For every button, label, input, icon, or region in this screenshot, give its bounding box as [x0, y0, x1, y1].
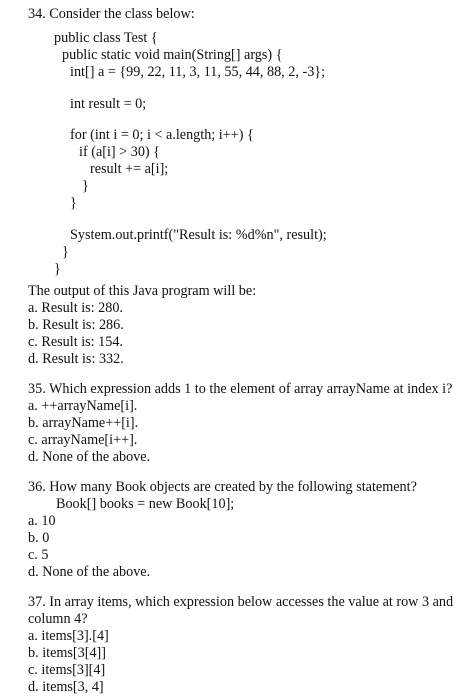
q36-option-b: b. 0 — [28, 530, 50, 546]
code-line: for (int i = 0; i < a.length; i++) { — [70, 127, 254, 143]
q37-option-a: a. items[3].[4] — [28, 628, 109, 644]
code-line: } — [54, 261, 61, 277]
q35-option-c: c. arrayName[i++]. — [28, 432, 138, 448]
q37-question-line2: column 4? — [28, 611, 88, 627]
q35-option-a: a. ++arrayName[i]. — [28, 398, 138, 414]
q36-statement: Book[] books = new Book[10]; — [56, 496, 235, 512]
q35-question: 35. Which expression adds 1 to the element of array arrayName at index i? — [28, 381, 453, 397]
q37-option-b: b. items[3[4]] — [28, 645, 107, 661]
q34-option-a: a. Result is: 280. — [28, 300, 123, 316]
q37-question-line1: 37. In array items, which expression below accesses the value at row 3 and — [28, 594, 454, 610]
q37-option-d: d. items[3, 4] — [28, 679, 104, 695]
q37-option-c: c. items[3][4] — [28, 662, 106, 678]
code-line: public class Test { — [54, 30, 158, 46]
q34-question: 34. Consider the class below: — [28, 6, 195, 22]
code-line: result += a[i]; — [90, 161, 169, 177]
code-line: } — [62, 244, 69, 260]
q34-option-d: d. Result is: 332. — [28, 351, 124, 367]
q36-option-a: a. 10 — [28, 513, 56, 529]
q34-option-b: b. Result is: 286. — [28, 317, 124, 333]
q36-question: 36. How many Book objects are created by the following statement? — [28, 479, 417, 495]
code-line: public static void main(String[] args) { — [62, 47, 283, 63]
code-line: if (a[i] > 30) { — [79, 144, 160, 160]
code-line: int[] a = {99, 22, 11, 3, 11, 55, 44, 88, 2, -3}; — [70, 64, 326, 80]
q36-option-c: c. 5 — [28, 547, 49, 563]
q35-option-d: d. None of the above. — [28, 449, 151, 465]
code-line: } — [70, 195, 77, 211]
q34-prompt: The output of this Java program will be: — [28, 283, 257, 299]
q34-option-c: c. Result is: 154. — [28, 334, 123, 350]
q36-option-d: d. None of the above. — [28, 564, 151, 580]
code-line: } — [82, 178, 89, 194]
code-line: int result = 0; — [70, 96, 147, 112]
code-line: System.out.printf("Result is: %d%n", result); — [70, 227, 327, 243]
q35-option-b: b. arrayName++[i]. — [28, 415, 139, 431]
